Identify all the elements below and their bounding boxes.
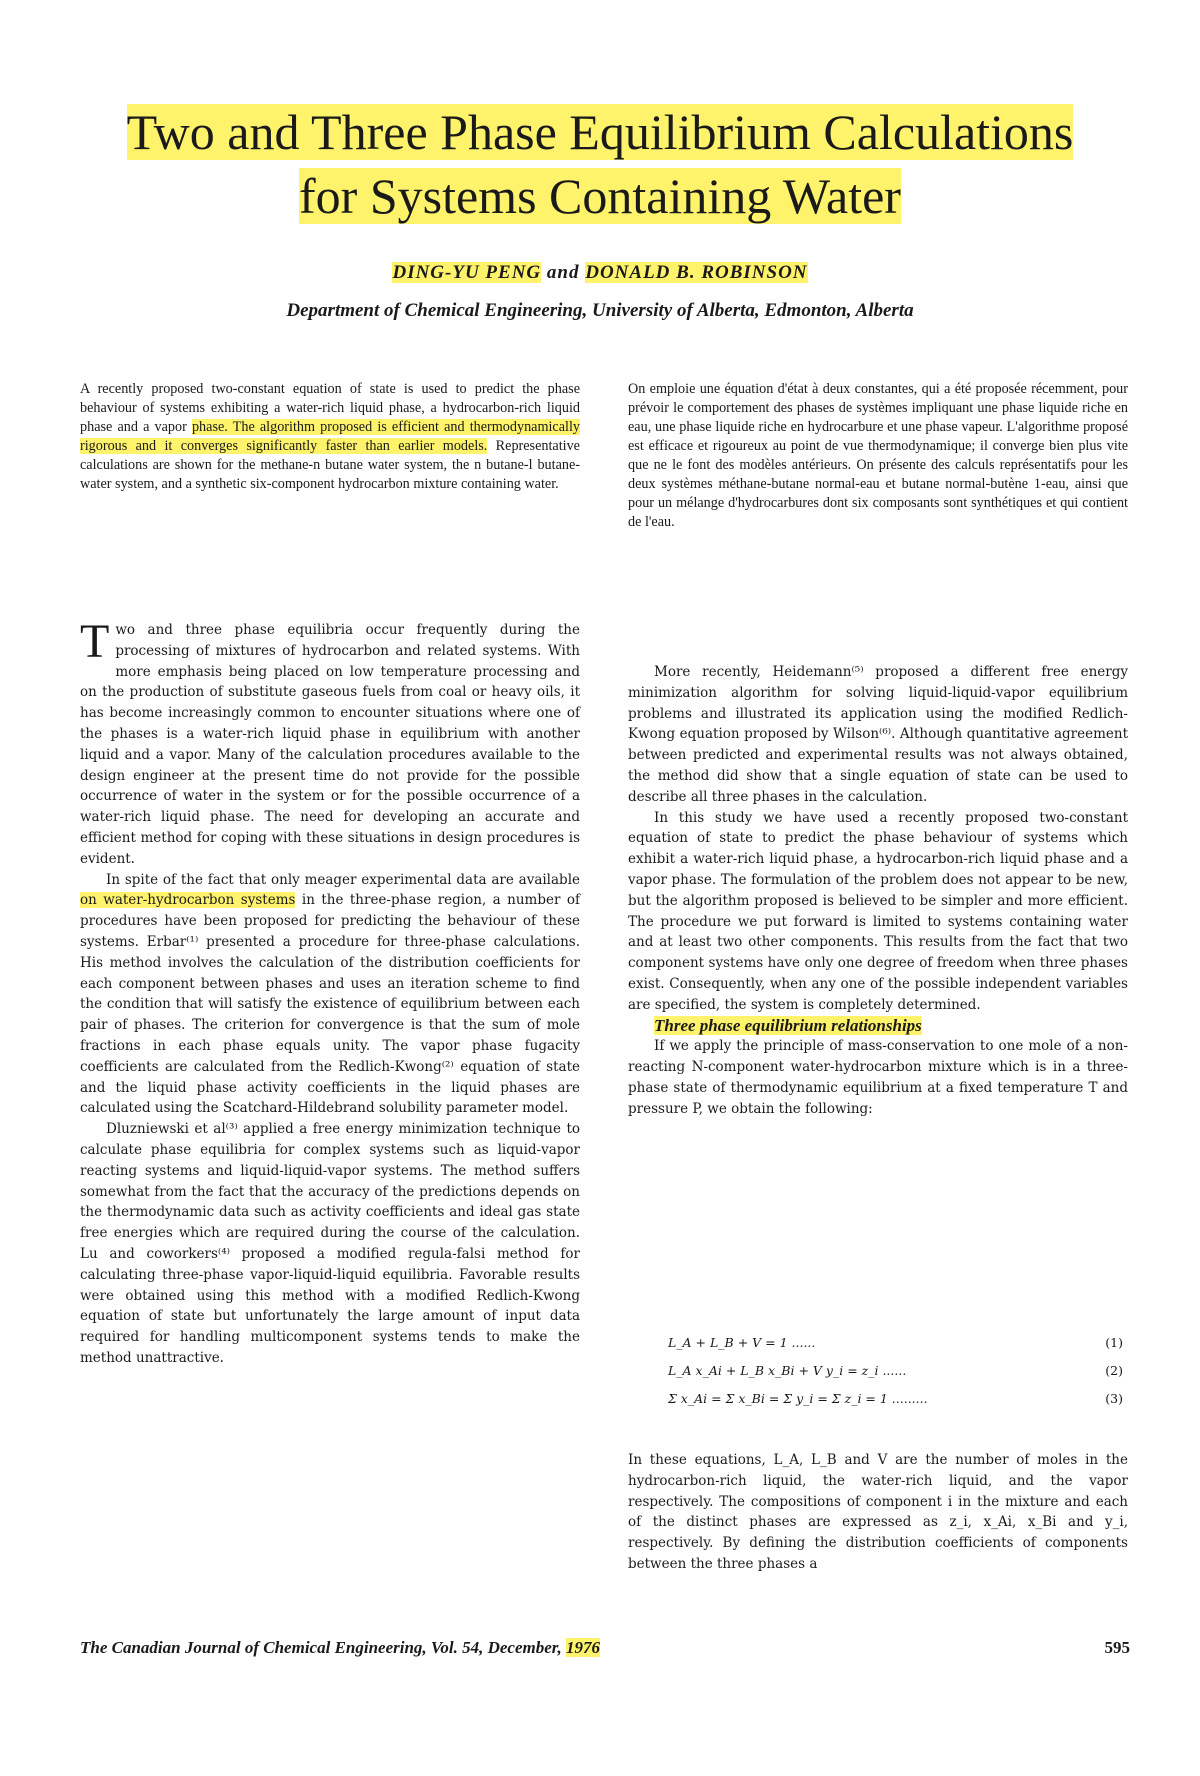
journal-name: The Canadian Journal of Chemical Engineering, Vol. 54, December, <box>80 1638 566 1657</box>
equation-2 <box>668 1356 1123 1384</box>
intro-paragraph <box>80 615 580 870</box>
left-column <box>80 615 580 1369</box>
paragraph-3: Dluzniewski et al⁽³⁾ applied a free energy minimization technique to calculate phase equilibria for complex systems such as liquid-vapor reacting systems and liquid-liquid-vapor systems. The method suffers somewhat from the fact that the accuracy of the predictions depends on the thermodynamic data such as activity coefficients and ideal gas state free energies which are required during the course of the calculation. Lu and coworkers⁽⁴⁾ proposed a modified regula-falsi method for calculating three-phase vapor-liquid-liquid equilibria. Favorable results were obtained using this method with a modified Redlich-Kwong equation of state but unfortunately the large amount of input data required for handling multicomponent systems tends to make the method unattractive. <box>80 1121 580 1366</box>
page-footer <box>80 1638 1130 1658</box>
equation-1 <box>668 1328 1123 1356</box>
equation-2-number: (2) <box>1105 1362 1123 1378</box>
paragraph-2-a: In spite of the fact that only meager experimental data are available <box>106 871 580 888</box>
journal-year: 1976 <box>565 1638 600 1657</box>
abstract-en-highlight: phase. The algorithm proposed is efficient and thermodynamically rigorous and it converges significantly faster than earlier models. <box>80 419 581 454</box>
authors <box>0 262 1200 284</box>
paragraph-2-b: in the three-phase region, a number of procedures have been proposed for predicting the behaviour of these systems. Erbar⁽¹⁾ presented a procedure for three-phase calculations. His method involves the calculation of the distribution coefficients for each component between phases and uses an iteration scheme to find the condition that will satisfy the existence of equilibrium between each pair of phases. The criterion for convergence is that the sum of mole fractions in each phase equals unity. The vapor phase fugacity coefficients are calculated from the Redlich-Kwong⁽²⁾ equation of state and the liquid phase activity coefficients in the liquid phases are calculated using the Scatchard-Hildebrand solubility parameter model. <box>80 892 580 1117</box>
equation-3-number: (3) <box>1105 1390 1123 1406</box>
equation-3-body: Σ x_Ai = Σ x_Bi = Σ y_i = Σ z_i = 1 ......... <box>668 1390 928 1406</box>
abstract-en-part2: Representative calculations are shown for the methane-n butane water system, the n butane-l butane-water system, and a synthetic six-component hydrocarbon mixture containing water. <box>80 438 580 492</box>
title-line-1: Two and Three Phase Equilibrium Calculations <box>126 104 1074 160</box>
right-paragraph-1: More recently, Heidemann⁽⁵⁾ proposed a different free energy minimization algorithm for solving liquid-liquid-vapor equilibrium problems and illustrated its application using the modified Redlich-Kwong equation proposed by Wilson⁽⁶⁾. Although quantitative agreement between predicted and experimental results was not always obtained, the method did show that a single equation of state can be used to describe all three phases in the calculation. <box>628 664 1128 805</box>
equation-1-body: L_A + L_B + V = 1 ...... <box>668 1334 816 1350</box>
author-and: and <box>546 262 580 283</box>
right-paragraph-3: If we apply the principle of mass-conservation to one mole of a non-reacting N-component water-hydrocarbon mixture which is in a three-phase state of thermodynamic equilibrium at a fixed temperature T and pressure P, we obtain the following: <box>628 1038 1128 1117</box>
section-heading <box>628 1016 1128 1037</box>
intro-text: wo and three phase equilibria occur frequently during the processing of mixtures of hydrocarbon and related systems. With more emphasis being placed on low temperature processing and on the production of substitute gaseous fuels from coal or heavy oils, it has become increasingly common to encounter situations where one of the phases is a water-rich liquid phase in equilibrium with another liquid and a vapor. Many of the calculation procedures available to the design engineer at the present time do not provide for the possible occurrence of water in the system or for the possible occurrence of a water-rich liquid phase. The need for developing an accurate and efficient method for coping with these situations in design procedures is evident. <box>80 622 580 867</box>
equation-3 <box>668 1384 1123 1412</box>
affiliation: Department of Chemical Engineering, University of Alberta, Edmonton, Alberta <box>286 300 914 321</box>
author-1: DING-YU PENG <box>392 262 542 283</box>
abstract-en-part1: A recently proposed two-constant equation of state is used to predict the phase behaviour of systems exhibiting a water-rich liquid phase, a hydrocarbon-rich liquid phase and a vapor <box>80 381 580 435</box>
paper-title <box>40 100 1160 228</box>
equation-1-number: (1) <box>1105 1334 1123 1350</box>
section-heading-text: Three phase equilibrium relationships <box>654 1015 922 1035</box>
title-line-2: for Systems Containing Water <box>299 168 901 224</box>
abstract-english <box>80 380 580 494</box>
right-paragraph-2: In this study we have used a recently proposed two-constant equation of state to predict the phase behaviour of systems which exhibit a water-rich liquid phase, a hydrocarbon-rich liquid phase and a vapor phase. The formulation of the problem does not appear to be new, but the algorithm proposed is believed to be simpler and more efficient. The procedure we put forward is limited to systems containing water and at least two other components. This results from the fact that two component systems have only one degree of freedom when three phases exist. Consequently, when any one of the possible independent variables are specified, the system is completely determined. <box>628 809 1128 1013</box>
right-column <box>628 662 1128 1120</box>
equations-block <box>668 1328 1123 1412</box>
drop-cap: T <box>80 615 110 668</box>
page-number: 595 <box>1104 1638 1130 1657</box>
paragraph-2-highlight: on water-hydrocarbon systems <box>80 892 296 909</box>
equation-2-body: L_A x_Ai + L_B x_Bi + V y_i = z_i ...... <box>668 1362 907 1378</box>
author-2: DONALD B. ROBINSON <box>585 262 808 283</box>
journal-citation <box>80 1638 600 1658</box>
abstract-french: On emploie une équation d'état à deux constantes, qui a été proposée récemment, pour prévoir le comportement des phases de systèmes impliquant une phase liquide riche en eau, une phase liquide riche en hydrocarbure et une phase vapeur. L'algorithme proposé est efficace et rigoureux au point de vue thermodynamique; il converge bien plus vite que ne le font des modèles antérieurs. On présente des calculs représentatifs pour les deux systèmes méthane-butane normal-eau et butane normal-butène 1-eau, ainsi que pour un mélange d'hydrocarbures dont six composants sont synthétiques et qui contient de l'eau. <box>628 381 1128 530</box>
post-equation-text: In these equations, L_A, L_B and V are the number of moles in the hydrocarbon-rich liquid, the water-rich liquid, and the vapor respectively. The compositions of component i in the mixture and each of the distinct phases are expressed as z_i, x_Ai, x_Bi and y_i, respectively. By defining the distribution coefficients of components between the three phases a <box>628 1452 1128 1572</box>
paragraph-2 <box>80 870 580 1120</box>
